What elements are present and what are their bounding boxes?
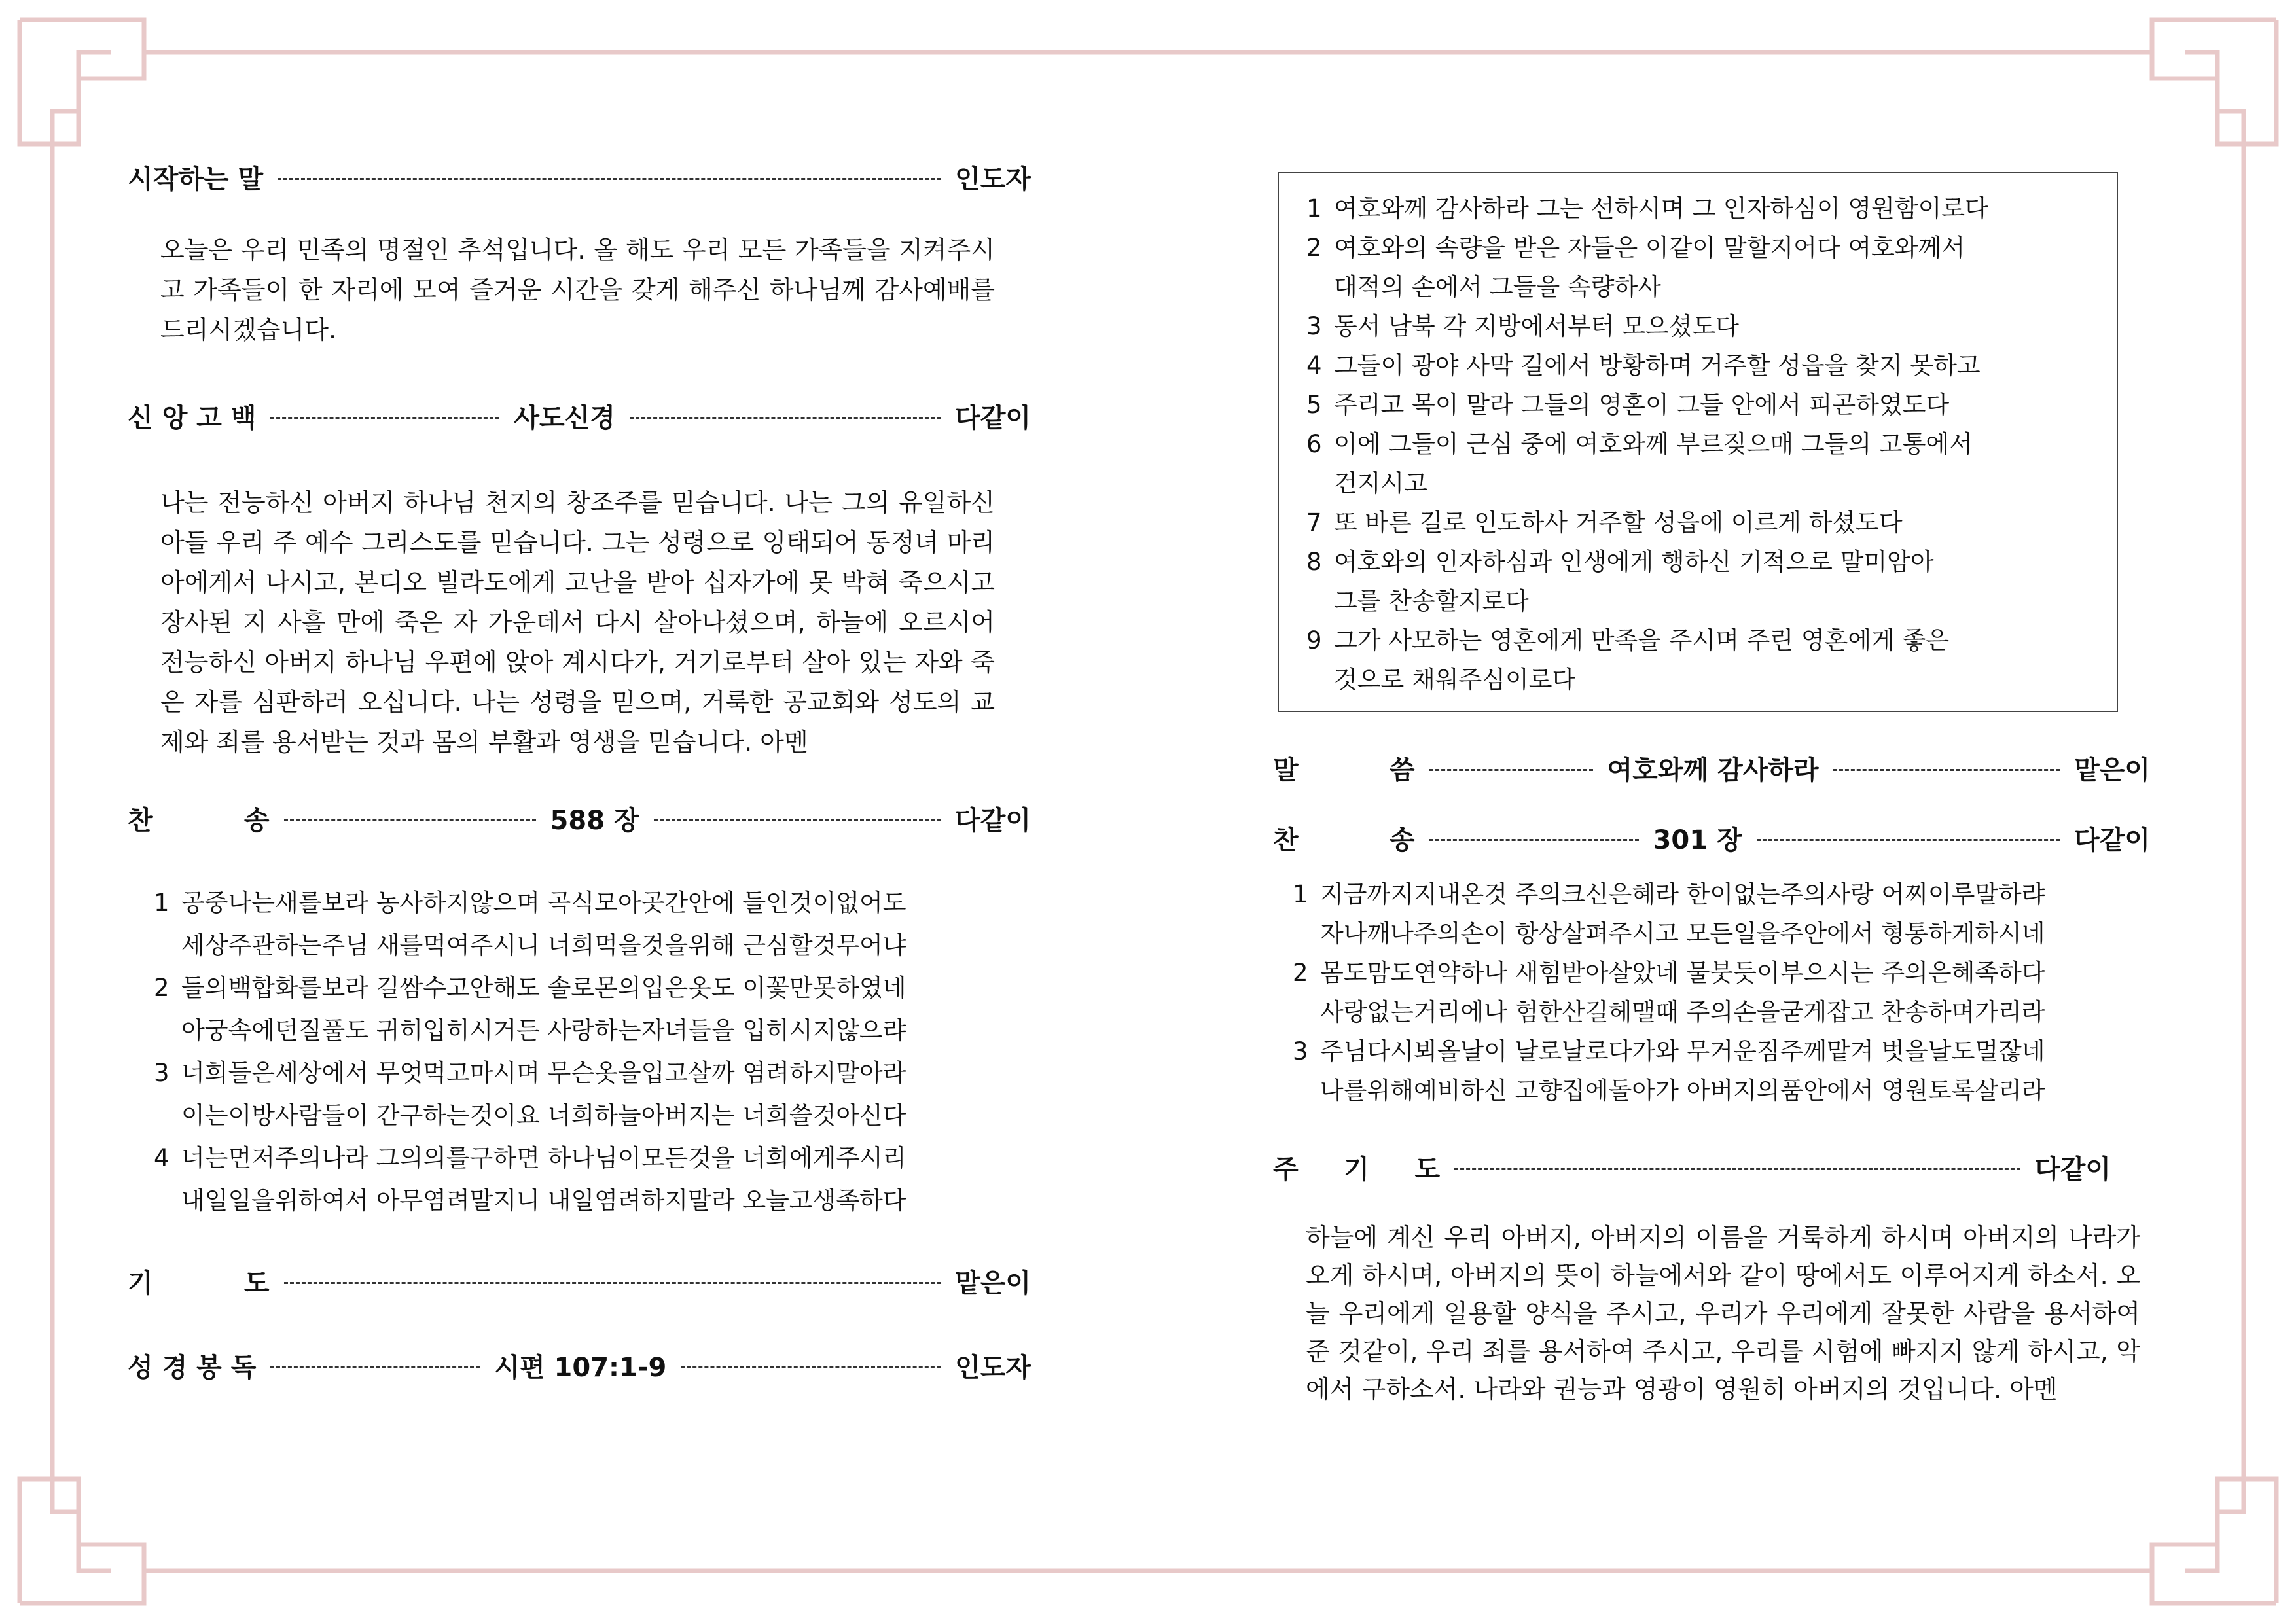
hymn-588-lyrics [154, 882, 906, 1222]
hymn-verse: 3 주님다시뵈올날이 날로날로다가와 무거운짐주께맡겨 벗을날도멀잖네 나를위해예비하신 고향집에돌아가 아버지의품안에서 영원토록살리라 [1293, 1037, 2045, 1105]
opening-header [128, 157, 1031, 196]
opening-label: 시작하는 말 [128, 164, 264, 194]
psalm-107-box: 1 여호와께 감사하라 그는 선하시며 그 인자하심이 영원함이로다 2 여호와의 속량을 받은 자들은 이같이 말할지어다 여호와께서 대적의 손에서 그들을 속량하사 3 동서 남북 각 지방에서부터 모으셨도다 4 그들이 광야 사막 길에서 방황하며 거주할 성읍을 찾지 못하고 5 주리고 목이 말라 그들의 영혼이 그들 안에서 피곤하였도다 6 이에 그들이 근심 중에 여호와께 부르짖으매 그들의 고통에서 건지시고 7 또 바른 길로 인도하사 거주할 성읍에 이르게 하셨도다 8 여호와의 인자하심과 인생에게 행하신 기적으로 말미암아 그를 찬송할지로다 9 그가 사모하는 영혼에게 만족을 주시며 주린 영혼에게 좋은 것으로 채워주심이로다 [1278, 172, 2118, 712]
creed-title: 사도신경 [514, 402, 615, 433]
creed-label: 신 앙 고 백 [128, 402, 257, 433]
hymn-verse: 1 지금까지지내온것 주의크신은혜라 한이없는주의사랑 어찌이루말하랴 자나깨나주의손이 항상살펴주시고 모든일을주안에서 형통하게하시네 [1293, 880, 2045, 948]
reading-leader: 인도자 [955, 1352, 1031, 1383]
hymn-588-header [128, 798, 1031, 838]
hymn-leader: 다같이 [2074, 825, 2150, 855]
leader-dashes [284, 819, 536, 821]
leader-dashes [630, 417, 941, 419]
lords-prayer-header [1273, 1147, 2111, 1186]
sermon-title: 여호와께 감사하라 [1607, 755, 1819, 785]
creed-leader: 다같이 [955, 402, 1031, 433]
leader-dashes [1757, 839, 2060, 841]
reading-label: 성 경 봉 독 [128, 1352, 257, 1383]
lords-prayer-text: 하늘에 계신 우리 아버지, 아버지의 이름을 거룩하게 하시며 아버지의 나라가 오게 하시며, 아버지의 뜻이 하늘에서와 같이 땅에서도 이루어지게 하소서. 오늘 우리에게 일용할 양식을 주시고, 우리가 우리에게 잘못한 사람을 용서하여 준 것같이, 우리 죄를 용서하여 주시고, 우리를 시험에 빠지지 않게 하시고, 악에서 구하소서. 나라와 권능과 영광이 영원히 아버지의 것입니다. 아멘 [1306, 1223, 2140, 1404]
lords-prayer-leader: 다같이 [2035, 1154, 2111, 1185]
leader-dashes [278, 178, 941, 180]
leader-dashes [681, 1366, 941, 1368]
prayer-label: 기 도 [128, 1268, 270, 1298]
leader-dashes [1429, 839, 1639, 841]
hymn-301-lyrics [1293, 875, 2045, 1111]
hymn-verse: 2 몸도맘도연약하나 새힘받아살았네 물붓듯이부으시는 주의은혜족하다 사랑없는거리에나 험한산길헤맬때 주의손을굳게잡고 찬송하며가리라 [1293, 959, 2045, 1026]
reading-passage: 시편 107:1-9 [494, 1352, 667, 1383]
hymn-verse: 2 들의백합화를보라 길쌈수고안해도 솔로몬의입은옷도 이꽃만못하였네 아궁속에던질풀도 귀히입히시거든 사랑하는자녀들을 입히시지않으랴 [154, 974, 906, 1044]
reading-header [128, 1346, 1031, 1385]
hymn-verse: 1 공중나는새를보라 농사하지않으며 곡식모아곳간안에 들인것이없어도 세상주관하는주님 새를먹여주시니 너희먹을것을위해 근심할것무어냐 [154, 889, 906, 959]
opening-text: 오늘은 우리 민족의 명절인 추석입니다. 올 해도 우리 모든 가족들을 지켜주시고 가족들이 한 자리에 모여 즐거운 시간을 갖게 해주신 하나님께 감사예배를 드리시겠습니다. [160, 236, 995, 344]
hymn-number: 301 장 [1653, 825, 1742, 855]
hymn-number: 588 장 [550, 805, 639, 836]
leader-dashes [654, 819, 941, 821]
sermon-header [1273, 748, 2150, 787]
leader-dashes [1833, 769, 2060, 771]
prayer-leader: 맡은이 [955, 1268, 1031, 1298]
hymn-label: 찬 송 [1273, 825, 1415, 855]
hymn-verse: 4 너는먼저주의나라 그의의를구하면 하나님이모든것을 너희에게주시리 내일일을위하여서 아무염려말지니 내일염려하지말라 오늘고생족하다 [154, 1144, 906, 1215]
hymn-verse: 3 너희들은세상에서 무엇먹고마시며 무슨옷을입고살까 염려하지말아라 이는이방사람들이 간구하는것이요 너희하늘아버지는 너희쓸것아신다 [154, 1059, 906, 1130]
creed-header [128, 396, 1031, 435]
opening-leader: 인도자 [955, 164, 1031, 194]
prayer-header [128, 1261, 1031, 1300]
leader-dashes [1454, 1168, 2020, 1170]
hymn-leader: 다같이 [955, 805, 1031, 836]
sermon-leader: 맡은이 [2074, 755, 2150, 785]
leader-dashes [284, 1282, 941, 1284]
hymn-label: 찬 송 [128, 805, 270, 836]
lords-prayer-label: 주 기 도 [1273, 1154, 1441, 1185]
leader-dashes [1429, 769, 1593, 771]
leader-dashes [270, 1366, 480, 1368]
sermon-label: 말 씀 [1273, 755, 1415, 785]
leader-dashes [270, 417, 499, 419]
hymn-301-header [1273, 818, 2150, 857]
creed-text: 나는 전능하신 아버지 하나님 천지의 창조주를 믿습니다. 나는 그의 유일하신 아들 우리 주 예수 그리스도를 믿습니다. 그는 성령으로 잉태되어 동정녀 마리아에게서 나시고, 본디오 빌라도에게 고난을 받아 십자가에 못 박혀 죽으시고 장사된 지 사흘 만에 죽은 자 가운데서 다시 살아나셨으며, 하늘에 오르시어 전능하신 아버지 하나님 우편에 앉아 계시다가, 거기로부터 살아 있는 자와 죽은 자를 심판하러 오십니다. 나는 성령을 믿으며, 거룩한 공교회와 성도의 교제와 죄를 용서받는 것과 몸의 부활과 영생을 믿습니다. 아멘 [160, 488, 995, 757]
